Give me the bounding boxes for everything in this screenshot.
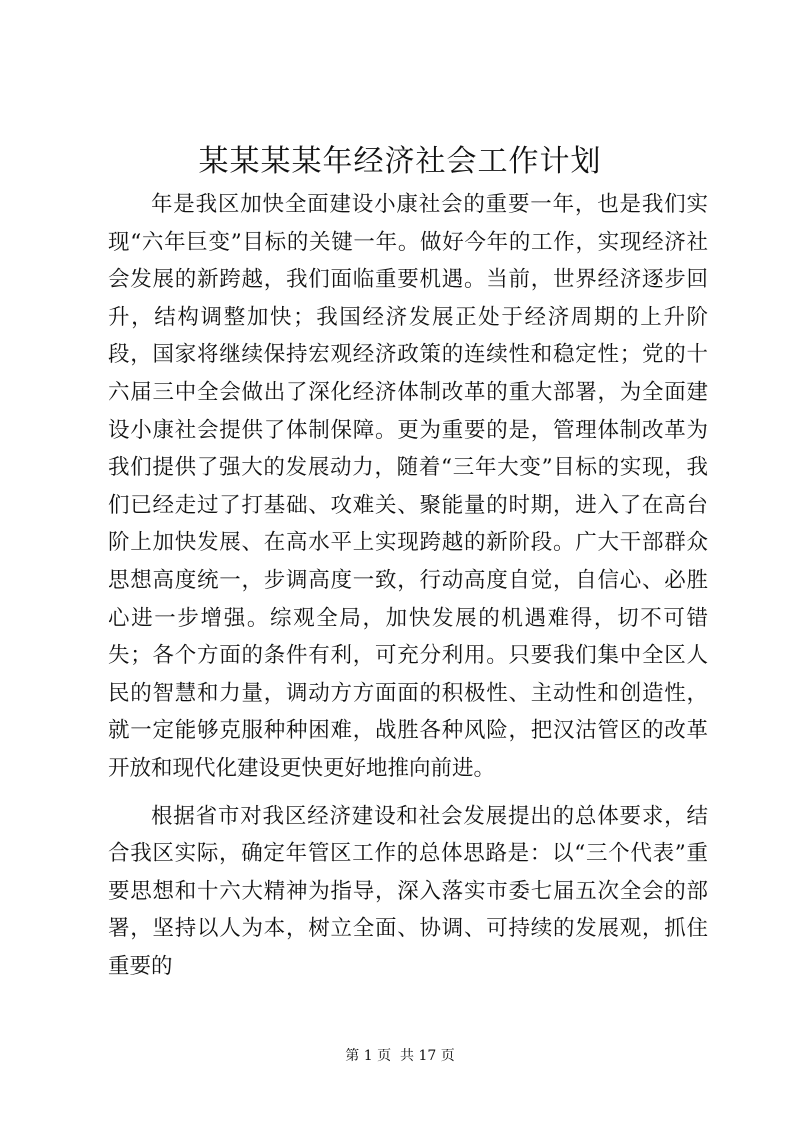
body-paragraph-2: 根据省市对我区经济建设和社会发展提出的总体要求，结合我区实际，确定年管区工作的总体思路是：以“三个代表”重要思想和十六大精神为指导，深入落实市委七届五次全会的部署，坚持以人为本，树立全面、协调、可持续的发展观，抓住重要的 — [108, 803, 708, 979]
document-body — [108, 186, 708, 995]
page-footer — [0, 1046, 800, 1066]
body-paragraph-1: 年是我区加快全面建设小康社会的重要一年，也是我们实现“六年巨变”目标的关键一年。做好今年的工作，实现经济社会发展的新跨越，我们面临重要机遇。当前，世界经济逐步回升，结构调整加快；我国经济发展正处于经济周期的上升阶段，国家将继续保持宏观经济政策的连续性和稳定性；党的十六届三中全会做出了深化经济体制改革的重大部署，为全面建设小康社会提供了体制保障。更为重要的是，管理体制改革为我们提供了强大的发展动力，随着“三年大变”目标的实现，我们已经走过了打基础、攻难关、聚能量的时期，进入了在高台阶上加快发展、在高水平上实现跨越的新阶段。广大干部群众思想高度统一，步调高度一致，行动高度自觉，自信心、必胜心进一步增强。综观全局，加快发展的机遇难得，切不可错失；各个方面的条件有利，可充分利用。只要我们集中全区人民的智慧和力量，调动方方面面的积极性、主动性和创造性，就一定能够克服种种困难，战胜各种风险，把汉沽管区的改革开放和现代化建设更快更好地推向前进。 — [108, 192, 708, 781]
page-number: 第 1 页 共 17 页 — [345, 1048, 455, 1064]
document-title: 某某某某年经济社会工作计划 — [198, 144, 602, 179]
